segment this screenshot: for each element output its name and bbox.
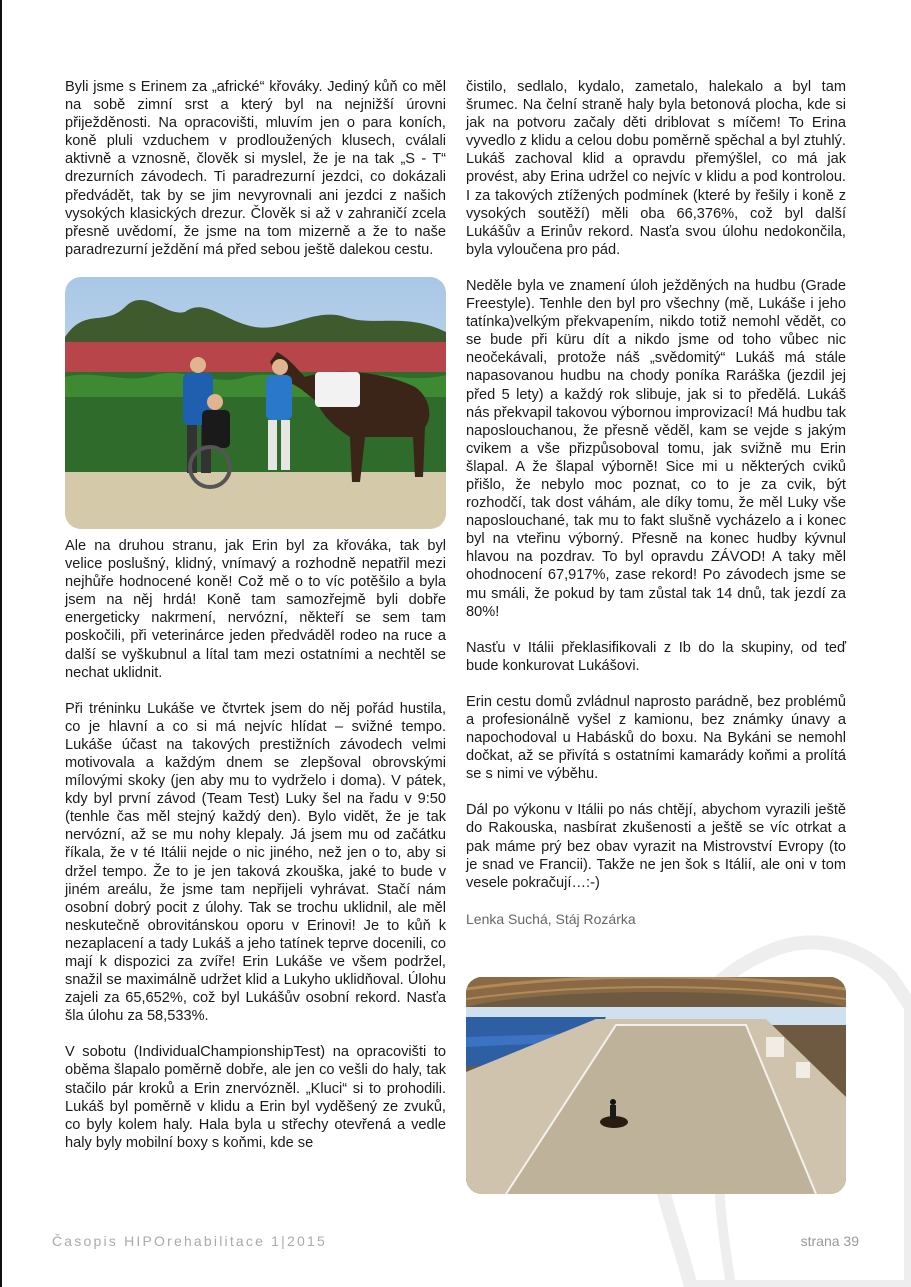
page-number: strana 39 — [800, 1233, 859, 1249]
left-column — [65, 78, 446, 1170]
paragraph: V sobotu (IndividualChampionshipTest) na opracovišti to oběma šlapalo poměrně dobře, ale jen co vešli do haly, tak stačilo pár kroků a Erin znervózněl. „Kluci“ si to prohodili. Lukáš byl poměrně v klidu a Erin byl vyděšený ze zvuků, co byly kolem haly. Hala byla u střechy otevřená a vedle haly byly mobilní boxy s koňmi, kde se — [65, 1044, 446, 1151]
paragraph: čistilo, sedlalo, kydalo, zametalo, halekalo a byl tam šrumec. Na čelní straně haly byla betonová plocha, kde si jak na potvoru začaly děti driblovat s míčem! To Erina vyvedlo z klidu a celou dobu poměrně spěchal a byl ztuhlý. Lukáš zachoval klid a opravdu přemýšlel, co má jak provést, aby Erina udržel co nejvíc v klidu a pod kontrolou. I za takových ztížených podmínek (které by řešily i koně z vysokých soutěží) měli oba 66,376%, což byl další Lukášův a Erinův rekord. Nasťa svou úlohu nedokončila, byla vyloučena pro pád. — [466, 79, 846, 258]
paragraph: Erin cestu domů zvládnul naprosto parádně, bez problémů a profesionálně vyšel z kamionu, bez známky únavy a napochodoval u Habásků do boxu. Na Bykáni se nemohl dočkat, až se přivítá s ostatními kamarády koňmi a prolítá se s nimi ve výběhu. — [466, 693, 846, 783]
paragraph: Ale na druhou stranu, jak Erin byl za křováka, tak byl velice poslušný, klidný, vnímavý a rozhodně nepatřil mezi nejhůře hodnocené koně! Což mě o to víc potěšilo a byla jsem na něj hrdá! Koně tam samozřejmě byli dobře energeticky nakrmení, nervózní, někteří se sem tam poskočili, při veterinárce jeden předváděl rodeo na ruce a další se vyškubnul a lítal tam mezi ostatními a nechtěl se nechat uklidnit. — [65, 537, 446, 681]
paragraph: Při tréninku Lukáše ve čtvrtek jsem do něj pořád hustila, co je hlavní a co si má nejvíc hlídat – svižné tempo. Lukáše účast na takových prestižních závodech velmi motivovala a každým dnem se zlepšoval obrovskými mílovými skoky (jen aby mu to vydrželo i doma). V pátek, kdy byl první závod (Team Test) Luky šel na řadu v 9:50 (tenhle čas měl stejný každý den). Bylo vidět, že je tak nervózní, až se mu nohy klepaly. Já jsem mu od začátku říkala, že v té Itálii nejde o nic jiného, než jen o to, aby si držel tempo. Že to je jen taková zkouška, jaké to bude v jiném areálu, že jsme tam nepřijeli vyhrávat. Stačí nám osobní dobrý pocit z úlohy. Tak se trochu uklidnil, ale měl neskutečně obrovitánskou oporu v Erinovi! Je to kůň k nezaplacení a tady Lukáš a jeho tatínek teprve docenili, co mají k dispozici za zvíře! Erin Lukáše ve všem podržel, snažil se maximálně udržet klid a Lukyho uklidňoval. Úlohu zajeli za 65,652%, což byl Lukášův osobní rekord. Nasťa šla úlohu za 58,533%. — [65, 700, 446, 1025]
photo-rider-with-horse — [65, 277, 446, 529]
paragraph: Neděle byla ve znamení úloh ježděných na hudbu (Grade Freestyle). Tenhle den byl pro všechny (mě, Lukáše i jeho tatínka)velkým překvapením, nikdo totiž nemohl vědět, co se bude při küru dít a nikdo jsme od toho vůbec nic neočekávali, protože náš „svědomitý“ Lukáš má stále napasovanou hudbu na chody poníka Raráška (jezdil jej před 5 lety) a každý rok slibuje, jak si to předělá. Lukáš nás překvapil takovou výbornou improvizací! Má hudbu tak naposlouchanou, že přesně věděl, kam se vejde s jakým cvikem a vše přizpůsoboval tomu, jak svižně mu Erin šlapal. A že šlapal výborně! Sice mi u některých cviků přišlo, že nebylo moc poznat, co to je za cvik, být rozhodčí, tak dost váhám, ale díky tomu, že měl Luky vše naposlouchané, tak mu to fakt slušně vycházelo a i konec byl na vteřinu výborný. Přesně na konec hudby kývnul hlavou na pozdrav. To byl opravdu ZÁVOD! A taky měl ohodnocení 67,917%, zase rekord! Po závodech jsme se mu smáli, že pokud by tam zůstal tak 14 dnů, tak jezdí za 80%! — [466, 277, 846, 620]
magazine-footer: Časopis HIPOrehabilitace 1|2015 — [52, 1233, 327, 1249]
right-column — [466, 78, 846, 946]
paragraph: Byli jsme s Erinem za „africké“ křováky. Jediný kůň co měl na sobě zimní srst a který byl na nejnižší úrovni přiježděnosti. Na opracovišti, mluvím jen o para koních, koně pluli vzduchem v prodloužených klusech, cválali aktivně a vznosně, člověk si myslel, že je na tak „S - T“ drezurních závodech. Ti paradrezurní jezdci, co dokázali předvádět, tak by se jim nevyrovnali ani jezdci z našich vysokých klasických drezur. Člověk si až v zahraničí zcela přesně uvědomí, že jsme na tom mizerně a že to naše paradrezurní ježdění má před sebou ještě dalekou cestu. — [65, 79, 446, 258]
author-signature: Lenka Suchá, Stáj Rozárka — [466, 910, 636, 927]
paragraph: Nasťu v Itálii překlasifikovali z Ib do la skupiny, od teď bude konkurovat Lukášovi. — [466, 639, 846, 674]
photo-indoor-arena — [466, 977, 846, 1194]
paragraph: Dál po výkonu v Itálii po nás chtějí, abychom vyrazili ještě do Rakouska, nasbírat zkušenosti a ještě se víc otrkat a pak máme prý bez obav vyrazit na Mistrovství Evropy (to je snad ve Francii). Takže ne jen šok s Itálií, ale oni v tom vesele pokračují…:-) — [466, 802, 846, 891]
page-edge-line — [0, 0, 2, 1287]
